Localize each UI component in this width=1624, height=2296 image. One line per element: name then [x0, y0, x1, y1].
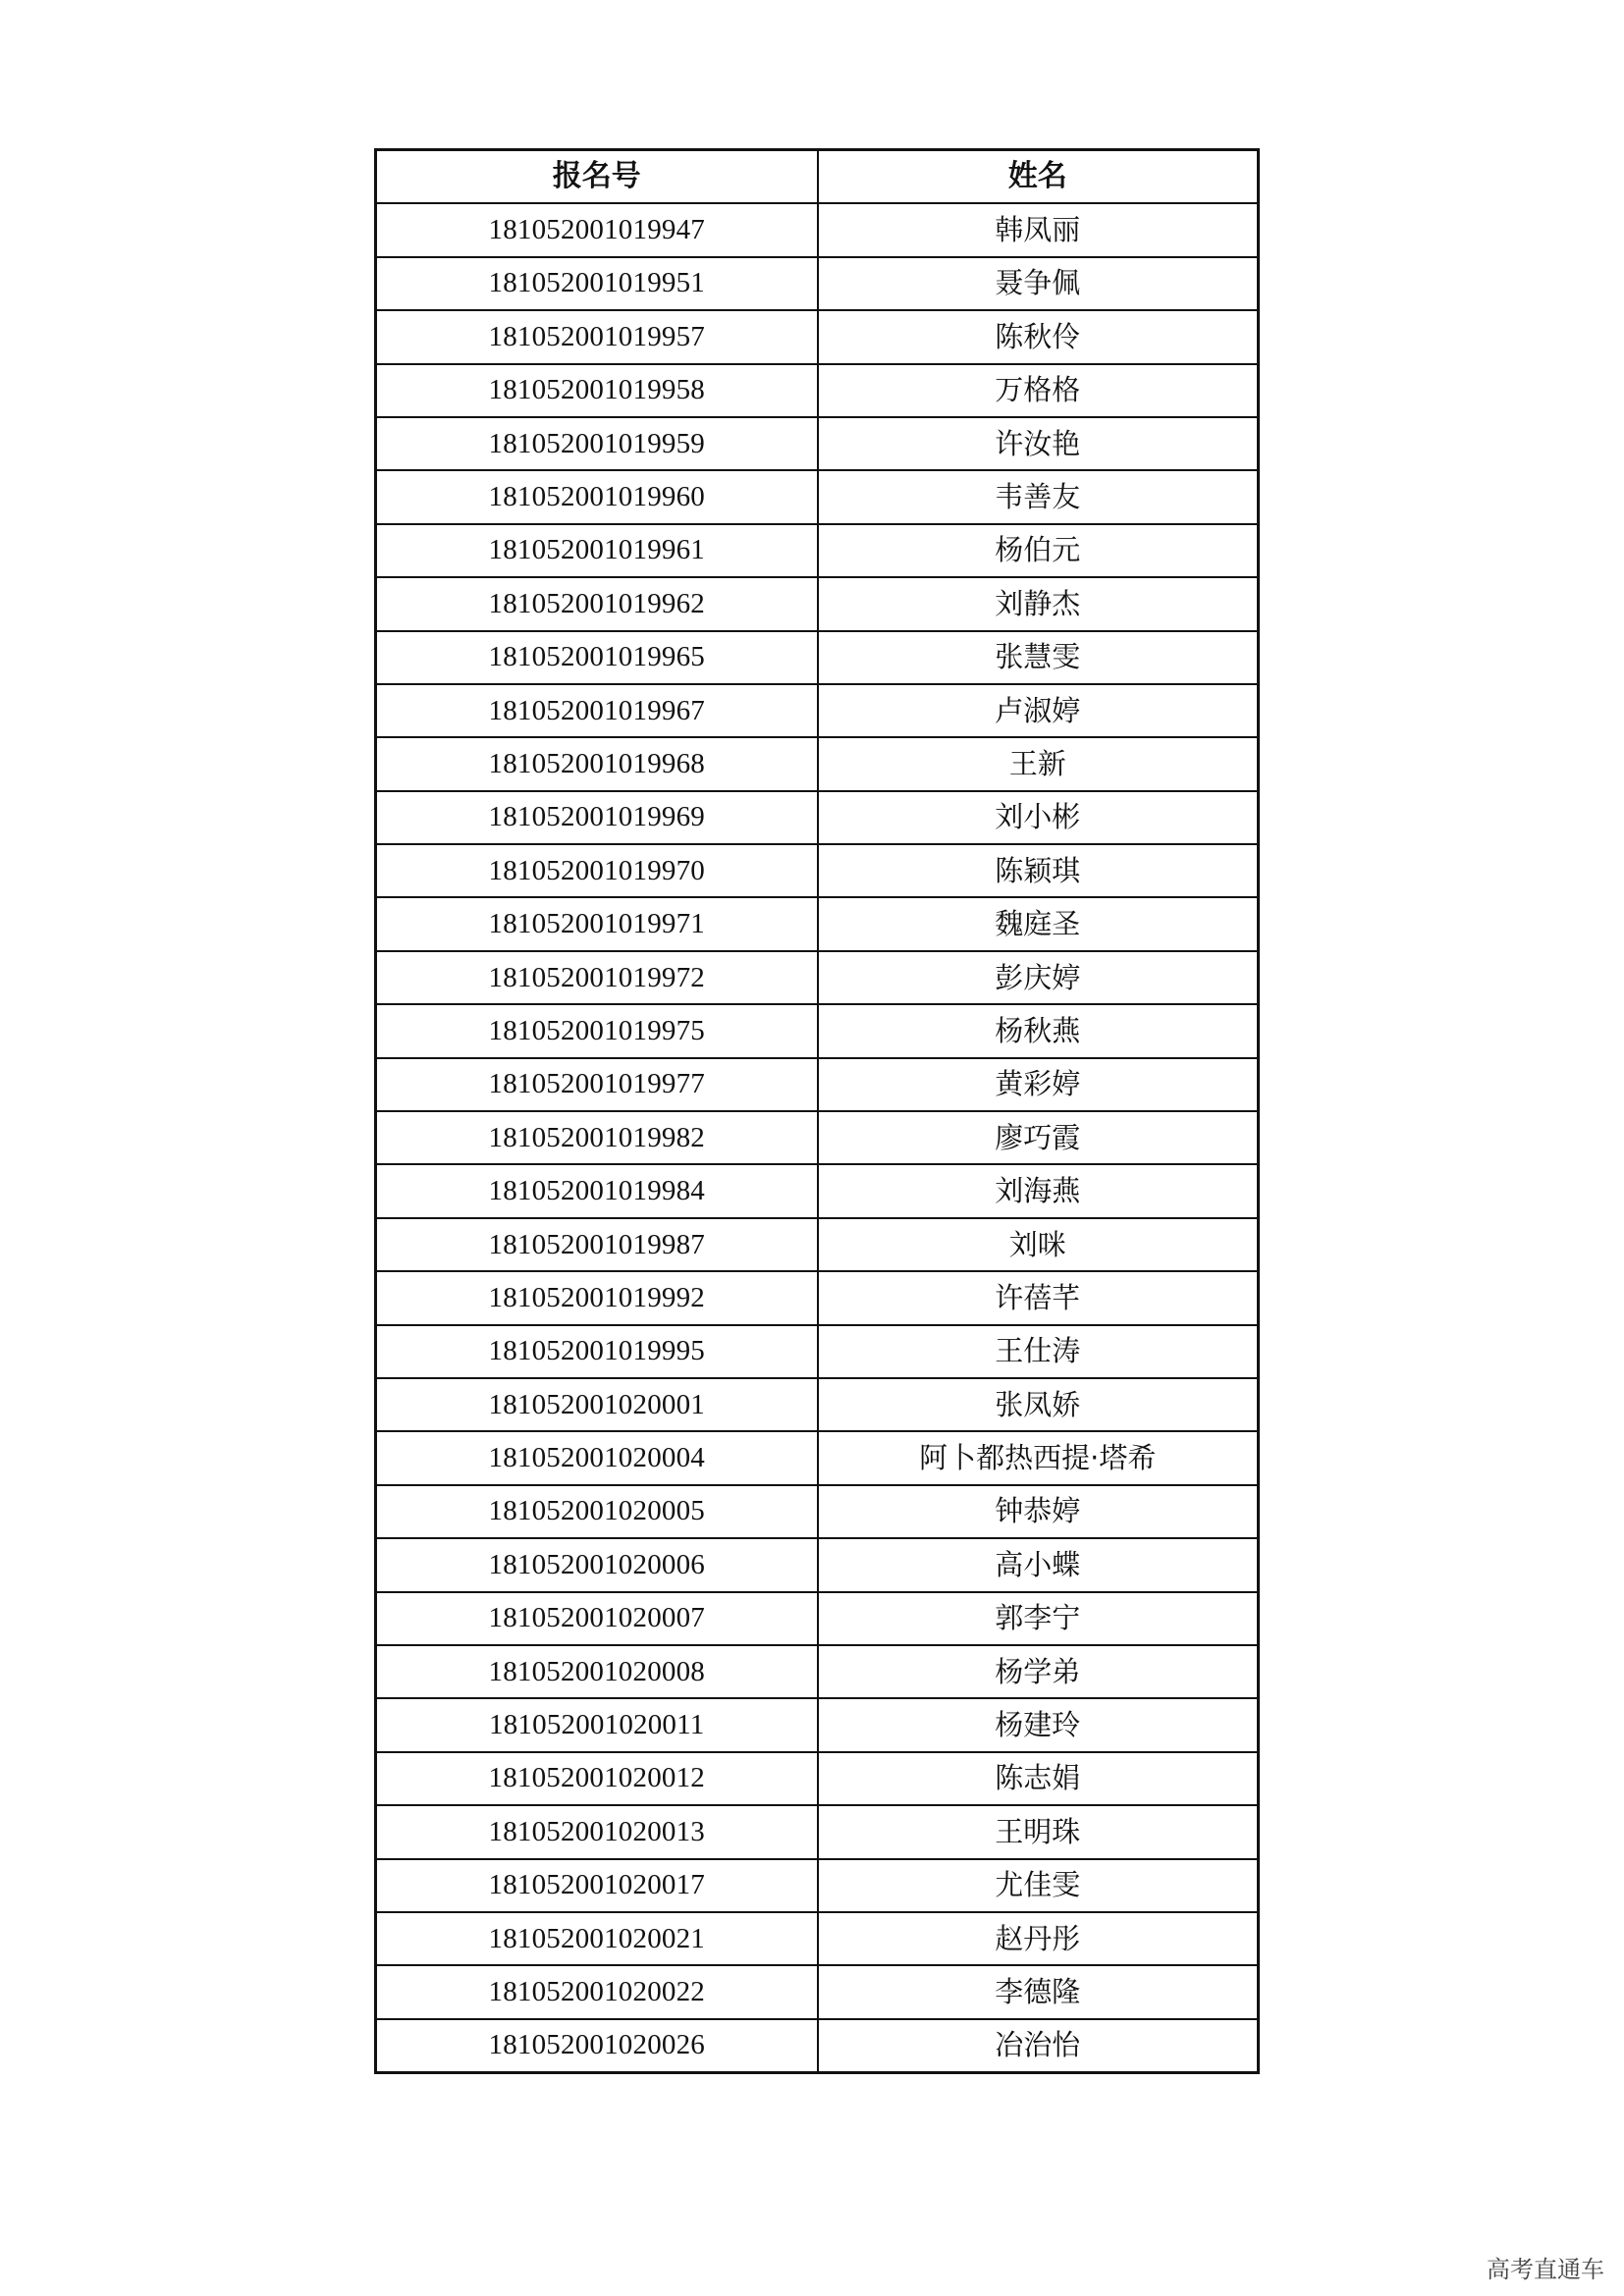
table-row: [376, 897, 1259, 950]
table-row: [376, 844, 1259, 897]
table-body: [376, 203, 1259, 2072]
table-row: [376, 203, 1259, 256]
table-row: [376, 1271, 1259, 1324]
registration-number-cell: 181052001019982: [376, 1111, 818, 1164]
name-cell: 王仕涛: [818, 1325, 1259, 1378]
registration-number-cell: 181052001020005: [376, 1485, 818, 1538]
table-row: [376, 1004, 1259, 1057]
registration-number-cell: 181052001019965: [376, 631, 818, 684]
table-row: [376, 1752, 1259, 1805]
registration-number-cell: 181052001019951: [376, 257, 818, 310]
table-row: [376, 1164, 1259, 1217]
registration-number-cell: 181052001019971: [376, 897, 818, 950]
registration-number-cell: 181052001020013: [376, 1805, 818, 1858]
roster-table: [374, 148, 1260, 2074]
name-cell: 刘海燕: [818, 1164, 1259, 1217]
table-row: [376, 1592, 1259, 1645]
name-cell: 陈秋伶: [818, 310, 1259, 363]
name-cell: 王明珠: [818, 1805, 1259, 1858]
name-cell: 王新: [818, 737, 1259, 790]
registration-number-cell: 181052001019962: [376, 577, 818, 630]
registration-number-cell: 181052001019975: [376, 1004, 818, 1057]
registration-number-cell: 181052001020011: [376, 1698, 818, 1751]
table-row: [376, 577, 1259, 630]
table-row: [376, 1058, 1259, 1111]
name-cell: 刘咪: [818, 1218, 1259, 1271]
table-row: [376, 1111, 1259, 1164]
name-cell: 杨伯元: [818, 524, 1259, 577]
name-cell: 钟恭婷: [818, 1485, 1259, 1538]
name-cell: 陈颖琪: [818, 844, 1259, 897]
registration-number-cell: 181052001019987: [376, 1218, 818, 1271]
table-row: [376, 1431, 1259, 1484]
registration-number-cell: 181052001020017: [376, 1859, 818, 1912]
registration-number-cell: 181052001020026: [376, 2019, 818, 2073]
registration-number-cell: 181052001019968: [376, 737, 818, 790]
registration-number-cell: 181052001019972: [376, 951, 818, 1004]
registration-number-cell: 181052001020022: [376, 1965, 818, 2018]
name-cell: 陈志娟: [818, 1752, 1259, 1805]
registration-number-cell: 181052001020001: [376, 1378, 818, 1431]
name-cell: 韩凤丽: [818, 203, 1259, 256]
name-cell: 杨秋燕: [818, 1004, 1259, 1057]
table-row: [376, 631, 1259, 684]
registration-number-cell: 181052001019947: [376, 203, 818, 256]
table-row: [376, 1859, 1259, 1912]
name-cell: 韦善友: [818, 470, 1259, 523]
name-cell: 黄彩婷: [818, 1058, 1259, 1111]
table-row: [376, 1325, 1259, 1378]
name-cell: 张凤娇: [818, 1378, 1259, 1431]
registration-number-cell: 181052001019984: [376, 1164, 818, 1217]
table-row: [376, 417, 1259, 470]
table-row: [376, 470, 1259, 523]
registration-number-cell: 181052001020008: [376, 1645, 818, 1698]
name-cell: 刘静杰: [818, 577, 1259, 630]
registration-number-cell: 181052001019959: [376, 417, 818, 470]
registration-number-cell: 181052001019967: [376, 684, 818, 737]
table-row: [376, 1912, 1259, 1965]
registration-number-cell: 181052001019970: [376, 844, 818, 897]
name-cell: 李德隆: [818, 1965, 1259, 2018]
name-cell: 万格格: [818, 364, 1259, 417]
name-cell: 魏庭圣: [818, 897, 1259, 950]
table-row: [376, 310, 1259, 363]
table-row: [376, 1965, 1259, 2018]
name-cell: 卢淑婷: [818, 684, 1259, 737]
registration-number-cell: 181052001020012: [376, 1752, 818, 1805]
table-row: [376, 791, 1259, 844]
table-row: [376, 1218, 1259, 1271]
table-row: [376, 1485, 1259, 1538]
name-cell: 冶治怡: [818, 2019, 1259, 2073]
registration-number-cell: 181052001019977: [376, 1058, 818, 1111]
column-header-name: 姓名: [818, 150, 1259, 204]
table-row: [376, 951, 1259, 1004]
table-row: [376, 257, 1259, 310]
table-row: [376, 1645, 1259, 1698]
table-row: [376, 1698, 1259, 1751]
name-cell: 彭庆婷: [818, 951, 1259, 1004]
table-row: [376, 737, 1259, 790]
registration-number-cell: 181052001019960: [376, 470, 818, 523]
name-cell: 赵丹彤: [818, 1912, 1259, 1965]
registration-number-cell: 181052001019957: [376, 310, 818, 363]
name-cell: 廖巧霞: [818, 1111, 1259, 1164]
registration-number-cell: 181052001019995: [376, 1325, 818, 1378]
registration-number-cell: 181052001019958: [376, 364, 818, 417]
registration-number-cell: 181052001020004: [376, 1431, 818, 1484]
registration-number-cell: 181052001019961: [376, 524, 818, 577]
table-row: [376, 364, 1259, 417]
registration-number-cell: 181052001020007: [376, 1592, 818, 1645]
registration-number-cell: 181052001019992: [376, 1271, 818, 1324]
name-cell: 阿卜都热西提·塔希: [818, 1431, 1259, 1484]
table-row: [376, 1805, 1259, 1858]
watermark-text: 高考直通车: [1487, 2256, 1604, 2283]
table-header-row: [376, 150, 1259, 204]
name-cell: 聂争佩: [818, 257, 1259, 310]
table-row: [376, 1538, 1259, 1591]
name-cell: 杨建玲: [818, 1698, 1259, 1751]
name-cell: 刘小彬: [818, 791, 1259, 844]
column-header-registration-number: 报名号: [376, 150, 818, 204]
table-row: [376, 1378, 1259, 1431]
registration-number-cell: 181052001020006: [376, 1538, 818, 1591]
name-cell: 杨学弟: [818, 1645, 1259, 1698]
table-row: [376, 524, 1259, 577]
name-cell: 许汝艳: [818, 417, 1259, 470]
name-cell: 高小蝶: [818, 1538, 1259, 1591]
name-cell: 尤佳雯: [818, 1859, 1259, 1912]
name-cell: 许蓓芊: [818, 1271, 1259, 1324]
registration-number-cell: 181052001020021: [376, 1912, 818, 1965]
table-row: [376, 2019, 1259, 2073]
name-cell: 郭李宁: [818, 1592, 1259, 1645]
table-row: [376, 684, 1259, 737]
name-cell: 张慧雯: [818, 631, 1259, 684]
registration-number-cell: 181052001019969: [376, 791, 818, 844]
